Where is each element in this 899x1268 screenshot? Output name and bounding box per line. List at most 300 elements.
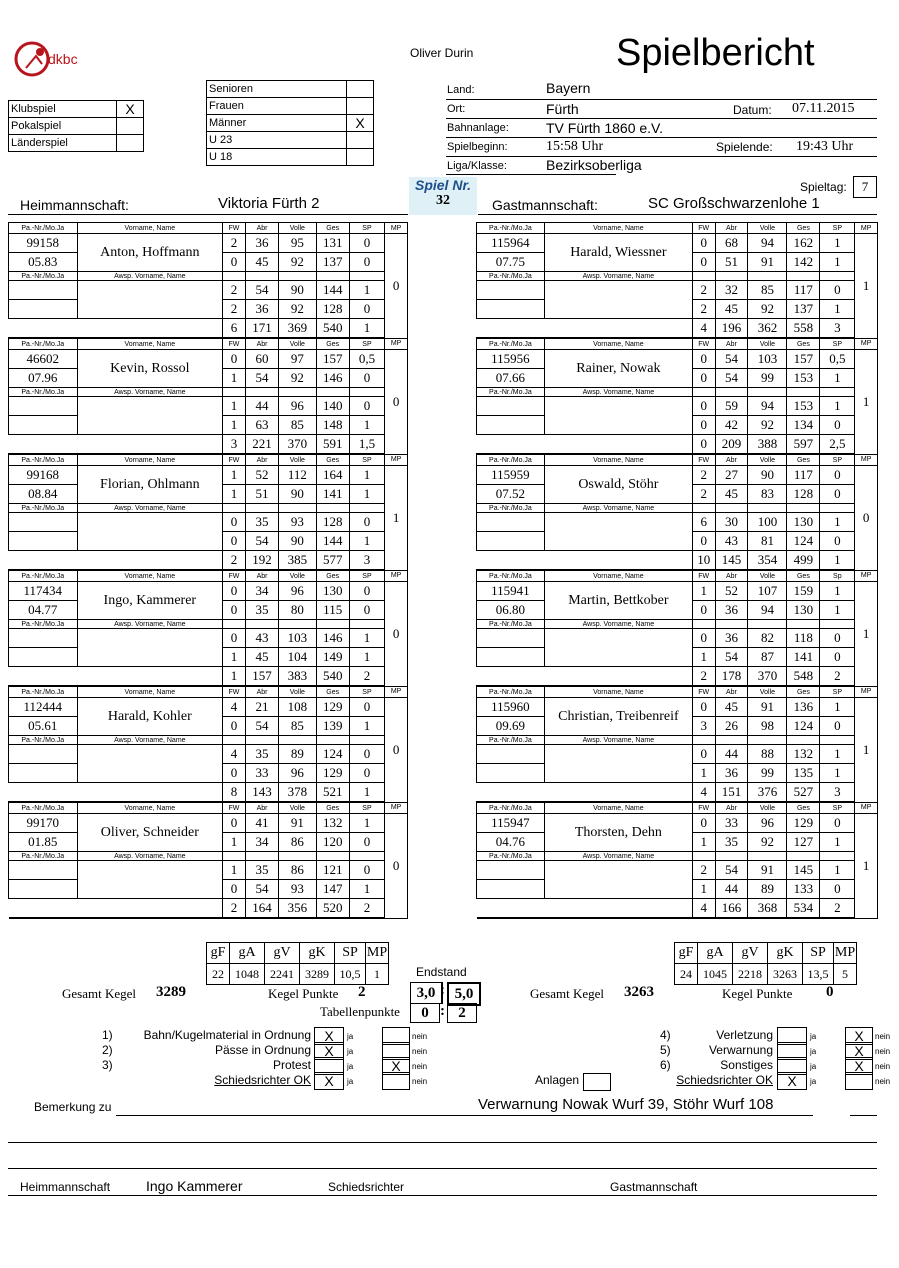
total-cell: 527 <box>787 783 820 803</box>
col-header-mp: MP <box>385 338 408 350</box>
empty-cell <box>748 852 787 861</box>
empty-cell <box>316 388 349 397</box>
logo-text: dkbc <box>48 51 78 67</box>
table-row <box>9 745 408 764</box>
substitute-header-row <box>9 272 408 281</box>
score-cell: 0 <box>349 764 384 783</box>
score-cell: 0 <box>692 698 715 717</box>
check-nein-box[interactable] <box>845 1072 873 1090</box>
game-type-row <box>9 118 144 135</box>
col-header-volle: Volle <box>748 454 787 466</box>
score-cell: 0 <box>820 648 855 667</box>
empty-cell <box>9 551 223 571</box>
col-header-pa: Pa.-Nr./Mo.Ja <box>9 852 78 861</box>
total-cell: 354 <box>748 551 787 571</box>
class-mark[interactable] <box>347 81 374 98</box>
ende-value: 19:43 Uhr <box>796 139 854 154</box>
bahn-label: Bahnanlage: <box>447 122 509 134</box>
totals-header: gF <box>207 943 230 964</box>
game-type-mark[interactable] <box>117 118 144 135</box>
substitute-birth <box>477 648 545 667</box>
player-birth: 07.52 <box>477 485 545 504</box>
total-cell: 3 <box>223 435 246 455</box>
empty-cell <box>748 736 787 745</box>
score-cell: 1 <box>820 300 855 319</box>
score-cell: 103 <box>279 629 316 648</box>
score-cell: 146 <box>316 629 349 648</box>
col-header-name: Vorname, Name <box>77 570 222 582</box>
score-cell: 1 <box>349 814 384 833</box>
player-total-row <box>477 319 878 339</box>
totals-value: 13,5 <box>803 964 834 985</box>
player-mp: 1 <box>385 466 408 571</box>
player-total-row <box>477 783 878 803</box>
score-cell: 0 <box>820 485 855 504</box>
table-row <box>477 466 878 485</box>
heim-sig-label: Heimmannschaft <box>20 1180 111 1194</box>
score-cell: 93 <box>279 880 316 899</box>
score-cell: 91 <box>748 253 787 272</box>
score-cell: 44 <box>245 397 278 416</box>
check-label: Verletzung <box>716 1028 773 1042</box>
score-cell: 91 <box>748 861 787 880</box>
substitute-pass-nr <box>9 861 78 880</box>
score-cell: 81 <box>748 532 787 551</box>
empty-cell <box>477 899 693 919</box>
col-header-pa: Pa.-Nr./Mo.Ja <box>9 570 78 582</box>
total-cell: 376 <box>748 783 787 803</box>
score-cell: 147 <box>316 880 349 899</box>
col-header-pa: Pa.-Nr./Mo.Ja <box>9 223 78 234</box>
score-cell: 0 <box>692 814 715 833</box>
empty-cell <box>715 272 748 281</box>
check-nein-box[interactable]: X <box>382 1057 410 1075</box>
col-header-volle: Volle <box>279 802 316 814</box>
class-label: Frauen <box>207 98 347 115</box>
col-header-pa: Pa.-Nr./Mo.Ja <box>9 686 78 698</box>
score-cell: 130 <box>316 582 349 601</box>
score-cell: 51 <box>245 485 278 504</box>
player-pass-nr: 115964 <box>477 234 545 253</box>
total-cell: 534 <box>787 899 820 919</box>
substitute-name <box>77 397 222 435</box>
totals-header: gK <box>300 943 335 964</box>
score-cell: 0 <box>223 532 246 551</box>
score-cell: 30 <box>715 513 748 532</box>
score-cell: 0,5 <box>349 350 384 369</box>
substitute-birth <box>477 416 545 435</box>
score-cell: 35 <box>245 745 278 764</box>
check-nein-box[interactable]: X <box>845 1057 873 1075</box>
score-cell: 6 <box>692 513 715 532</box>
score-cell: 1 <box>692 582 715 601</box>
col-header-fw: FW <box>692 338 715 350</box>
score-cell: 44 <box>715 880 748 899</box>
player-name: Christian, Treibenreif <box>544 698 692 736</box>
score-cell: 3 <box>692 717 715 736</box>
score-cell: 132 <box>316 814 349 833</box>
col-header-name: Vorname, Name <box>544 223 692 234</box>
score-cell: 33 <box>715 814 748 833</box>
total-cell: 2 <box>820 899 855 919</box>
gast-team: SC Großschwarzenlohe 1 <box>648 195 820 212</box>
col-header-awsp: Awsp. Vorname, Name <box>544 736 692 745</box>
datum-label: Datum: <box>733 103 772 117</box>
score-cell: 0 <box>692 369 715 388</box>
datum-value: 07.11.2015 <box>792 101 855 116</box>
col-header-awsp: Awsp. Vorname, Name <box>544 852 692 861</box>
col-header-mp: MP <box>855 454 878 466</box>
col-header-name: Vorname, Name <box>77 454 222 466</box>
check-nein-box[interactable]: X <box>845 1027 873 1045</box>
score-cell: 92 <box>748 833 787 852</box>
home-kp-value: 2 <box>358 984 366 1000</box>
score-cell: 0 <box>349 369 384 388</box>
col-header-pa: Pa.-Nr./Mo.Ja <box>477 620 545 629</box>
col-header-pa: Pa.-Nr./Mo.Ja <box>9 802 78 814</box>
home-gesamt-kegel: 3289 <box>156 984 186 1000</box>
player-name: Kevin, Rossol <box>77 350 222 388</box>
check-ja-box[interactable]: X <box>314 1042 344 1060</box>
check-ja-box[interactable]: X <box>314 1027 344 1045</box>
schiri-sig-label: Schiedsrichter <box>328 1180 405 1194</box>
score-cell: 1 <box>820 253 855 272</box>
score-cell: 35 <box>245 601 278 620</box>
substitute-pass-nr <box>477 513 545 532</box>
table-row <box>9 466 408 485</box>
score-cell: 90 <box>279 485 316 504</box>
check-nein-box[interactable] <box>382 1072 410 1090</box>
score-cell: 0 <box>349 745 384 764</box>
total-cell: 1,5 <box>349 435 384 455</box>
total-cell: 1 <box>349 319 384 339</box>
score-cell: 0 <box>223 814 246 833</box>
total-cell: 2 <box>349 667 384 687</box>
totals-header: gA <box>230 943 265 964</box>
col-header-ges: Ges <box>787 570 820 582</box>
nein-label: nein <box>412 1077 428 1086</box>
score-cell: 43 <box>245 629 278 648</box>
col-header-pa: Pa.-Nr./Mo.Ja <box>477 686 545 698</box>
score-cell: 128 <box>787 485 820 504</box>
score-cell: 129 <box>316 698 349 717</box>
substitute-name <box>544 397 692 435</box>
score-cell: 4 <box>223 745 246 764</box>
player-name: Florian, Ohlmann <box>77 466 222 504</box>
col-header-volle: Volle <box>748 686 787 698</box>
score-cell: 140 <box>316 397 349 416</box>
heim-label: Heimmannschaft: <box>20 197 129 213</box>
col-header-awsp: Awsp. Vorname, Name <box>544 620 692 629</box>
empty-cell <box>223 736 246 745</box>
score-cell: 1 <box>349 532 384 551</box>
score-cell: 54 <box>245 369 278 388</box>
col-header-volle: Volle <box>279 454 316 466</box>
score-cell: 85 <box>279 717 316 736</box>
col-header-sp: SP <box>820 454 855 466</box>
substitute-birth <box>9 416 78 435</box>
ja-label: ja <box>347 1047 354 1056</box>
game-type-label: Pokalspiel <box>9 118 117 135</box>
col-header-fw: FW <box>692 686 715 698</box>
score-cell: 0 <box>820 814 855 833</box>
spiel-nr-box <box>409 177 477 215</box>
score-cell: 1 <box>820 698 855 717</box>
score-cell: 0 <box>223 629 246 648</box>
player-pass-nr: 115941 <box>477 582 545 601</box>
col-header-mp: MP <box>855 686 878 698</box>
score-cell: 96 <box>279 397 316 416</box>
total-cell: 4 <box>692 783 715 803</box>
nein-label: nein <box>875 1077 891 1086</box>
home-player-table <box>8 222 408 919</box>
score-cell: 127 <box>787 833 820 852</box>
score-cell: 128 <box>316 300 349 319</box>
total-cell: 558 <box>787 319 820 339</box>
score-cell: 36 <box>245 234 278 253</box>
totals-value: 1048 <box>230 964 265 985</box>
total-cell: 209 <box>715 435 748 455</box>
col-header-abr: Abr <box>715 338 748 350</box>
total-cell: 6 <box>223 319 246 339</box>
total-cell: 362 <box>748 319 787 339</box>
game-type-label: Klubspiel <box>9 101 117 118</box>
class-mark[interactable]: X <box>347 115 374 132</box>
player-header-row <box>9 338 408 350</box>
score-cell: 35 <box>245 861 278 880</box>
player-birth: 09.69 <box>477 717 545 736</box>
class-mark[interactable] <box>347 149 374 166</box>
check-nein-box[interactable]: X <box>845 1042 873 1060</box>
class-row <box>207 149 374 166</box>
empty-cell <box>787 272 820 281</box>
total-cell: 2 <box>223 899 246 919</box>
score-cell: 1 <box>349 880 384 899</box>
totals-value: 1045 <box>698 964 733 985</box>
score-cell: 107 <box>748 582 787 601</box>
score-cell: 159 <box>787 582 820 601</box>
col-header-volle: Volle <box>748 338 787 350</box>
substitute-header-row <box>477 272 878 281</box>
col-header-pa: Pa.-Nr./Mo.Ja <box>477 338 545 350</box>
score-cell: 90 <box>279 532 316 551</box>
player-header-row <box>477 338 878 350</box>
col-header-volle: Volle <box>748 802 787 814</box>
empty-cell <box>349 388 384 397</box>
score-cell: 1 <box>223 416 246 435</box>
nein-label: nein <box>412 1062 428 1071</box>
total-cell: 388 <box>748 435 787 455</box>
score-cell: 87 <box>748 648 787 667</box>
player-name: Oliver, Schneider <box>77 814 222 852</box>
table-row <box>477 513 878 532</box>
score-cell: 0 <box>692 629 715 648</box>
game-type-mark[interactable]: X <box>117 101 144 118</box>
col-header-ges: Ges <box>316 338 349 350</box>
col-header-awsp: Awsp. Vorname, Name <box>77 620 222 629</box>
check-ja-box[interactable]: X <box>314 1072 344 1090</box>
substitute-name <box>77 281 222 319</box>
empty-cell <box>279 852 316 861</box>
bahn-value: TV Fürth 1860 e.V. <box>546 120 663 136</box>
total-cell: 4 <box>692 899 715 919</box>
score-cell: 118 <box>787 629 820 648</box>
score-cell: 153 <box>787 397 820 416</box>
player-mp: 0 <box>385 814 408 919</box>
score-cell: 36 <box>715 629 748 648</box>
table-row <box>477 745 878 764</box>
score-cell: 0 <box>692 601 715 620</box>
score-cell: 1 <box>349 466 384 485</box>
substitute-birth <box>9 880 78 899</box>
total-cell: 192 <box>245 551 278 571</box>
substitute-birth <box>9 648 78 667</box>
player-total-row <box>9 899 408 919</box>
col-header-sp: SP <box>820 686 855 698</box>
score-cell: 36 <box>715 764 748 783</box>
score-cell: 1 <box>820 764 855 783</box>
check-label: Verwarnung <box>708 1043 773 1057</box>
empty-cell <box>245 736 278 745</box>
col-header-ges: Ges <box>787 686 820 698</box>
endstand-home: 3,0 <box>410 982 443 1004</box>
score-cell: 90 <box>279 281 316 300</box>
score-cell: 1 <box>349 281 384 300</box>
substitute-pass-nr <box>477 397 545 416</box>
score-cell: 2 <box>692 861 715 880</box>
score-cell: 27 <box>715 466 748 485</box>
score-cell: 1 <box>692 833 715 852</box>
endstand-label: Endstand <box>416 965 467 979</box>
score-cell: 45 <box>715 698 748 717</box>
player-header-row <box>477 223 878 234</box>
score-cell: 2 <box>692 485 715 504</box>
score-cell: 83 <box>748 485 787 504</box>
empty-cell <box>715 852 748 861</box>
table-row <box>477 814 878 833</box>
table-row <box>477 234 878 253</box>
col-header-abr: Abr <box>245 338 278 350</box>
empty-cell <box>820 736 855 745</box>
score-cell: 88 <box>748 745 787 764</box>
tab-guest: 2 <box>447 1003 477 1023</box>
anlagen-box[interactable] <box>583 1073 611 1091</box>
col-header-abr: Abr <box>715 223 748 234</box>
totals-value: 2241 <box>265 964 300 985</box>
col-header-awsp: Awsp. Vorname, Name <box>77 736 222 745</box>
score-cell: 1 <box>223 466 246 485</box>
score-cell: 1 <box>223 861 246 880</box>
substitute-name <box>77 513 222 551</box>
score-cell: 0 <box>349 300 384 319</box>
score-cell: 124 <box>787 717 820 736</box>
class-mark[interactable] <box>347 132 374 149</box>
score-cell: 63 <box>245 416 278 435</box>
player-name: Harald, Wiessner <box>544 234 692 272</box>
col-header-pa: Pa.-Nr./Mo.Ja <box>9 504 78 513</box>
beginn-value: 15:58 Uhr <box>546 139 604 154</box>
game-type-mark[interactable] <box>117 135 144 152</box>
col-header-sp: SP <box>349 686 384 698</box>
score-cell: 86 <box>279 833 316 852</box>
total-cell: 368 <box>748 899 787 919</box>
score-cell: 0 <box>349 513 384 532</box>
col-header-abr: Abr <box>245 570 278 582</box>
col-header-fw: FW <box>223 338 246 350</box>
table-row <box>9 629 408 648</box>
check-label: Schiedsrichter OK <box>676 1073 773 1087</box>
player-birth: 07.96 <box>9 369 78 388</box>
score-cell: 0 <box>223 350 246 369</box>
score-cell: 1 <box>349 416 384 435</box>
col-header-ges: Ges <box>787 223 820 234</box>
score-cell: 137 <box>787 300 820 319</box>
player-mp: 1 <box>855 698 878 803</box>
player-name: Thorsten, Dehn <box>544 814 692 852</box>
check-number: 6) <box>660 1058 671 1072</box>
col-header-name: Vorname, Name <box>544 802 692 814</box>
score-cell: 1 <box>223 648 246 667</box>
substitute-pass-nr <box>9 397 78 416</box>
check-number: 1) <box>102 1028 113 1042</box>
class-mark[interactable] <box>347 98 374 115</box>
check-ja-box[interactable]: X <box>777 1072 807 1090</box>
player-pass-nr: 99158 <box>9 234 78 253</box>
total-cell: 164 <box>245 899 278 919</box>
ende-label: Spielende: <box>716 140 773 154</box>
player-birth: 04.76 <box>477 833 545 852</box>
col-header-volle: Volle <box>748 223 787 234</box>
total-cell: 8 <box>223 783 246 803</box>
empty-cell <box>223 388 246 397</box>
col-header-name: Vorname, Name <box>544 454 692 466</box>
score-cell: 86 <box>279 861 316 880</box>
score-cell: 2 <box>692 281 715 300</box>
totals-header: gV <box>265 943 300 964</box>
score-cell: 54 <box>715 350 748 369</box>
col-header-pa: Pa.-Nr./Mo.Ja <box>477 852 545 861</box>
class-row <box>207 98 374 115</box>
player-birth: 06.80 <box>477 601 545 620</box>
score-cell: 94 <box>748 234 787 253</box>
table-row <box>477 582 878 601</box>
score-cell: 52 <box>715 582 748 601</box>
col-header-mp: MP <box>385 686 408 698</box>
score-cell: 0,5 <box>820 350 855 369</box>
author-name: Oliver Durin <box>410 46 474 60</box>
total-cell: 4 <box>692 319 715 339</box>
table-row <box>9 698 408 717</box>
score-cell: 0 <box>349 234 384 253</box>
col-header-volle: Volle <box>279 570 316 582</box>
substitute-header-row <box>9 620 408 629</box>
player-mp: 1 <box>855 234 878 339</box>
player-mp: 1 <box>855 582 878 687</box>
player-total-row <box>477 551 878 571</box>
score-cell: 0 <box>820 466 855 485</box>
col-header-name: Vorname, Name <box>544 338 692 350</box>
score-cell: 2 <box>692 466 715 485</box>
page-title: Spielbericht <box>616 32 815 74</box>
table-row <box>477 397 878 416</box>
score-cell: 124 <box>787 532 820 551</box>
score-cell: 42 <box>715 416 748 435</box>
empty-cell <box>9 435 223 455</box>
col-header-ges: Ges <box>316 570 349 582</box>
score-cell: 96 <box>279 582 316 601</box>
tab-home: 0 <box>410 1003 440 1023</box>
empty-cell <box>279 736 316 745</box>
